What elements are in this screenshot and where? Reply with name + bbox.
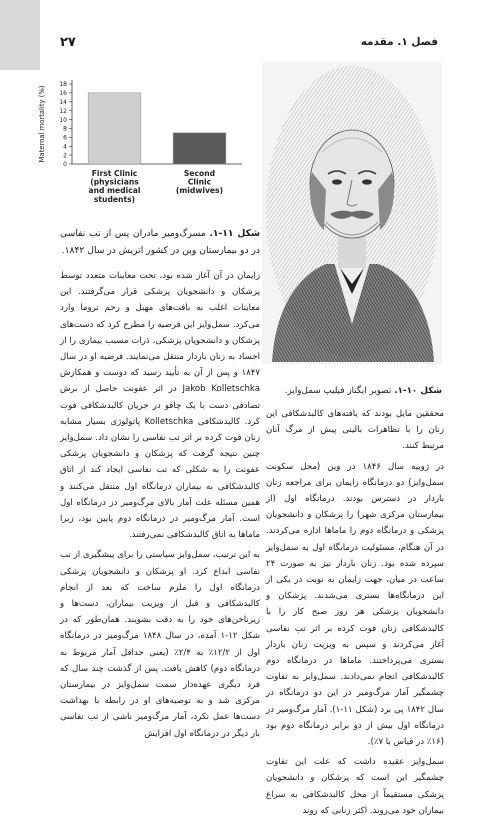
y-tick-label: 2 [63, 152, 67, 160]
x-category-label: First Clinic [91, 169, 138, 178]
y-tick-label: 18 [59, 81, 67, 89]
left-text-column [60, 268, 260, 746]
x-category-label: (physicians [90, 177, 139, 187]
figure-caption [60, 225, 260, 259]
photo-caption-text: تصویر ایگناز فیلیپ سمل‌وایز. [284, 386, 392, 396]
right-text-column [266, 406, 444, 823]
mortality-bar-chart [30, 64, 260, 224]
chart-svg [30, 64, 260, 224]
y-tick-label: 14 [59, 98, 67, 106]
paragraph: محققین مایل بودند که یافته‌های کالبدشکافی این زنان را با تظاهرات بالینی پیش از مرگ آنان مرتبط کنند. [266, 409, 444, 452]
bar [88, 93, 141, 164]
page-header [60, 36, 438, 54]
x-category-label: and medical [88, 186, 141, 196]
x-category-label: (midwives) [175, 186, 224, 196]
portrait-engraving [262, 62, 442, 364]
photo-caption [266, 384, 442, 398]
y-tick-label: 8 [63, 125, 67, 133]
paragraph: سمل‌وایز عقیده داشت که علت این تفاوت چشمگیر این است که پزشکان و دانشجویان پزشکی مستقیماً از محل کالبدشکافی به سراغ بیماران خود می‌روند. اکثر زنانی که روند [266, 757, 444, 816]
semmelweis-portrait [262, 62, 442, 364]
figure-caption-label: شکل ۱۱-۱. [209, 228, 261, 239]
chapter-title: فصل ۱. مقدمه [360, 36, 438, 48]
page-corner-tab [0, 0, 40, 70]
page-number: ۲۷ [60, 35, 76, 50]
x-category-label: Clinic [187, 177, 212, 187]
x-category-label: students) [93, 194, 136, 204]
y-axis-label: Maternal mortality (%) [38, 85, 46, 163]
photo-caption-label: شکل ۱۰-۱. [394, 386, 442, 396]
paragraph: در ژوییه سال ۱۸۴۶ در وین (محل سکونت سمل‌وایز) دو درمانگاه زایمان برای مراجعه زنان باردار در دسترس بودند. درمانگاه اول (از بیمارستان مرکزی شهر) را پزشکان و دانشجویان پزشکی و درمانگاه دوم را ماماها اداره می‌کردند. در آن هنگام، مسئولیت درمانگاه اول به سمل‌وایز سپرده شده بود. زنان باردار نیز به صورت ۲۴ ساعت در میان، جهت زایمان به نوبت در یکی از این درمانگاه‌ها بستری می‌شدند. پزشکان و دانشجویان پزشکی هر روز صبح کار را با کالبدشکافی زنان فوت کرده بر اثر تب نفاسی آغاز می‌کردند و سپس به ویزیت زنان باردار بستری می‌پرداختند. ماماها در درمانگاه دوم کالبدشکافی انجام نمی‌دادند. سمل‌وایز به تفاوت چشمگیر آمار مرگ‌ومیر در این دو درمانگاه در سال ۱۸۴۲ پی برد (شکل ۱۱-۱). آمار مرگ‌ومیر در درمانگاه اول بیش از دو برابر درمانگاه دوم بود (۱۶٪ در قیاس با ۷٪). [266, 461, 444, 748]
y-tick-label: 6 [63, 134, 67, 142]
y-tick-label: 10 [59, 116, 67, 124]
y-tick-label: 4 [63, 143, 67, 151]
y-tick-label: 12 [59, 107, 67, 115]
y-tick-label: 0 [63, 161, 67, 169]
bar [173, 133, 226, 164]
x-category-label: Second [183, 169, 216, 178]
paragraph: زایمان در آن آغاز شده بود، تحت معاینات متعدد توسط پزشکان و دانشجویان پزشکی قرار می‌گرفتند. این معاینات اغلب به بافت‌های مهبل و رحم تروما وارد می‌کرد. سمل‌وایز این فرضیه را مطرح کرد که دست‌های پزشکان و دانشجویان پزشکی، ذرات مسبب بیماری را از اجساد به زنان باردار منتقل می‌نمایند. فرضیه او در سال ۱۸۴۷ و پس از آن به تأیید رسید که دوست و همکارش Jakob Kolletschka در اثر عفونت حاصل از برش تصادفی دست با یک چاقو در جریان کالبدشکافی فوت کرد. کالبدشکافی Kolletschka پاتولوژی بسیار مشابه زنان فوت کرده بر اثر تب نفاسی را نشان داد. سمل‌وایز چنین نتیجه گرفت که پزشکان و دانشجویان پزشکی عفونت را به شکلی که تب نفاسی ایجاد کند از اتاق کالبدشکافی به بیماران درمانگاه اول منتقل می‌کنند و همین مسئله علت آمار بالای مرگ‌ومیر در درمانگاه اول است. آمار مرگ‌ومیر در درمانگاه دوم پایین بود، زیرا ماماها به اتاق کالبدشکافی نمی‌رفتند. [60, 271, 261, 541]
y-tick-label: 16 [59, 90, 67, 98]
paragraph: به این ترتیب، سمل‌وایز سیاستی را برای پیشگیری از تب نفاسی ابداع کرد. او پزشکان و دانشجویان پزشکی درمانگاه اول را ملزم ساخت که بعد از انجام کالبدشکافی و قبل از ویزیت بیماران، دست‌ها و زیرناخن‌های خود را به دقت بشویند. همان‌طور که در شکل ۱۲-۱ آمده، در سال ۱۸۴۸ مرگ‌ومیر در درمانگاه اول از ۱۲/۲٪ به ۲/۴٪ (یعنی حداقل آمار مربوط به درمانگاه دوم) کاهش یافت. پس از گذشت چند سال که فرد دیگری عهده‌دار سمت سمل‌وایز در بیمارستان مرکزی شد و به توصیه‌های او در رابطه با بهداشت دست‌ها عمل نکرد، آمار مرگ‌ومیر ناشی از تب نفاسی بار دیگر در درمانگاه اول افزایش [60, 550, 260, 739]
figure-caption-text: مسرگ‌ومیر مادران پس از تب نفاسی در دو بیمارستان وین در کشور اتریش در سال ۱۸۴۲. [60, 228, 260, 256]
